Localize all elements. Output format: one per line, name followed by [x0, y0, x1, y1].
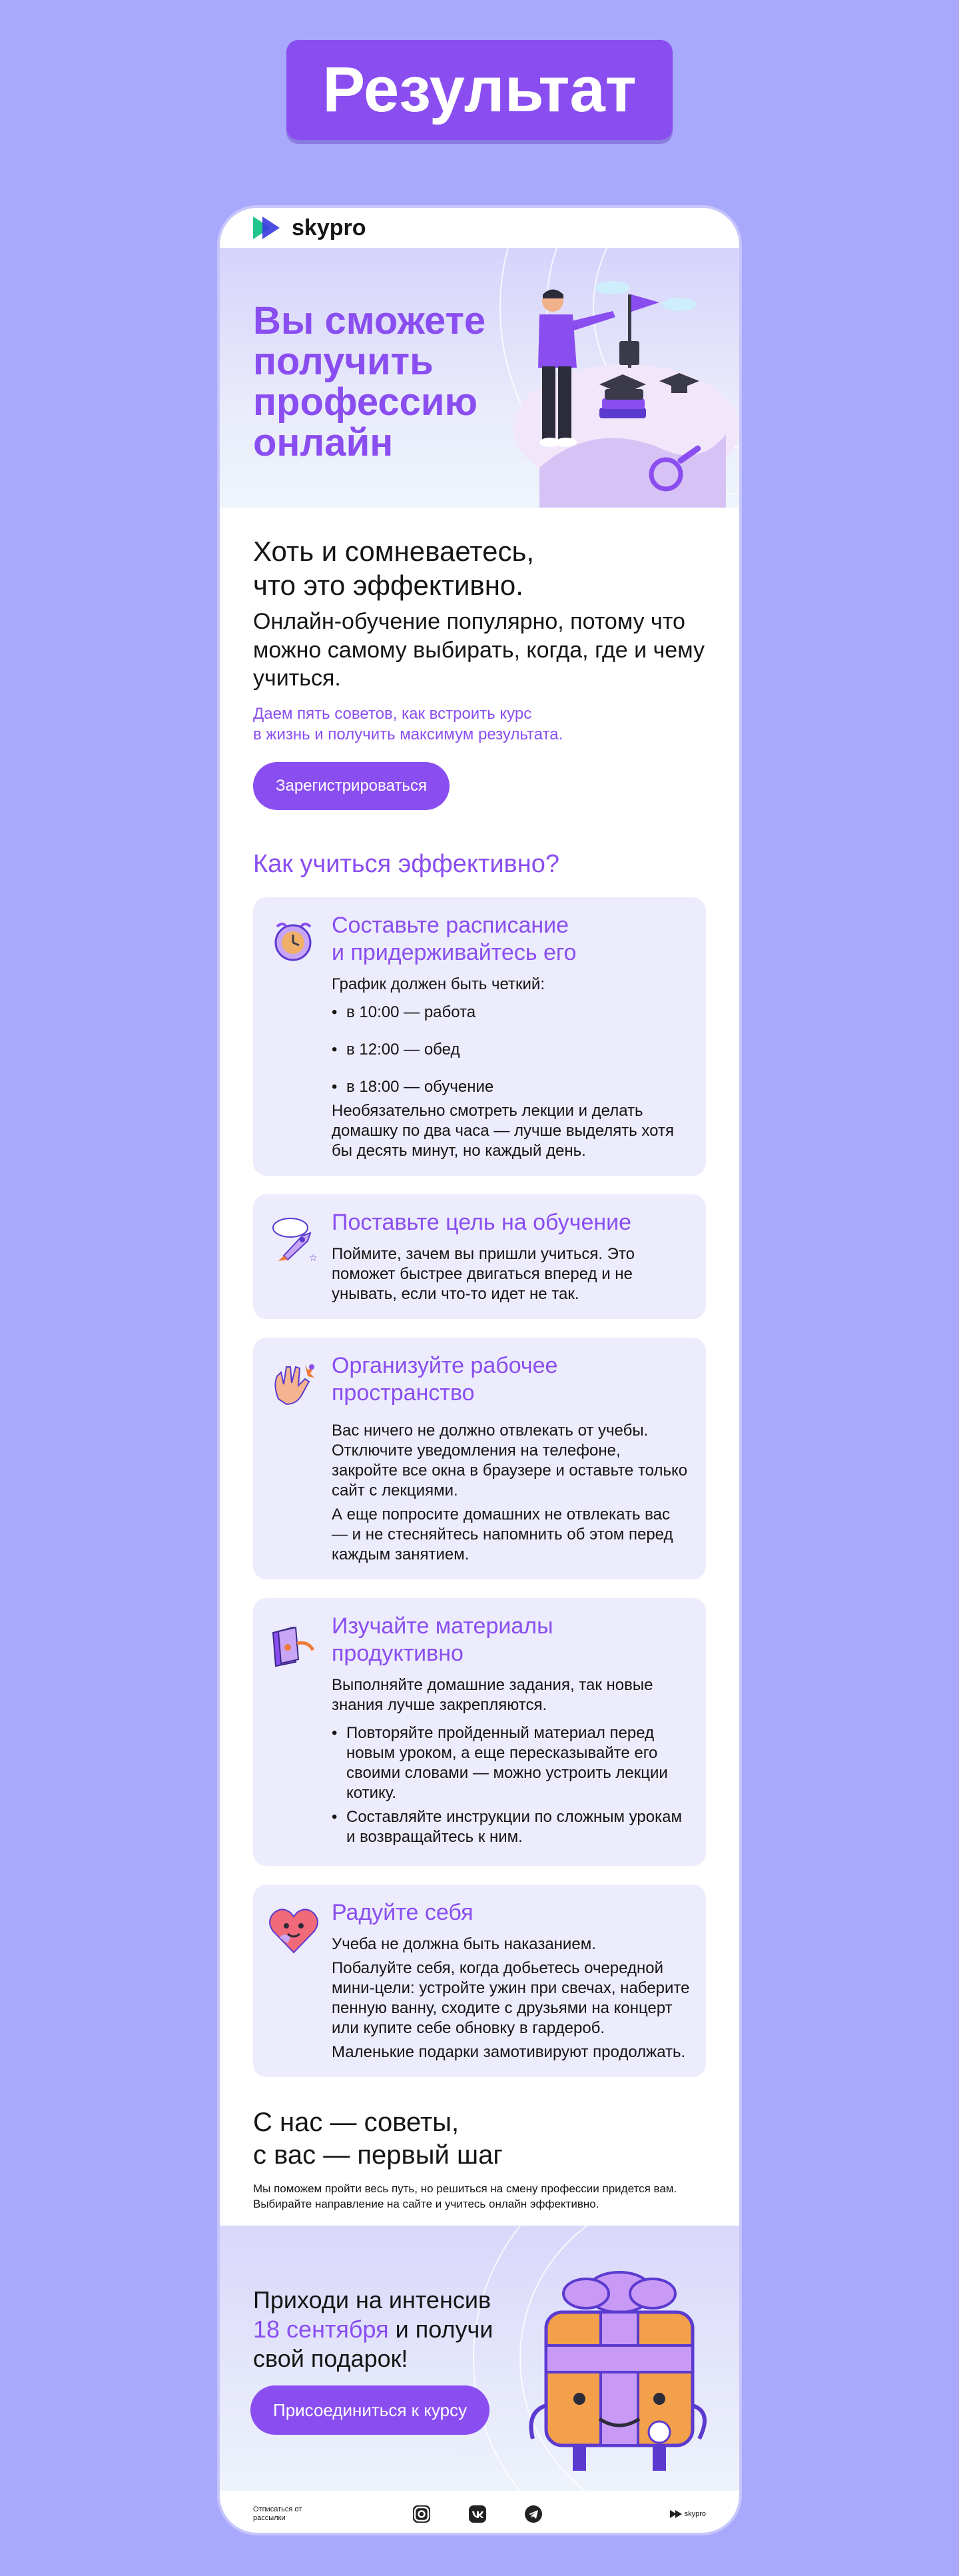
- tip-title: Составьте расписание и придерживайтесь его: [332, 913, 577, 966]
- hero-banner: [220, 248, 739, 508]
- intro-text: Онлайн-обучение популярно, потому что можно самому выбирать, когда, где и чему учиться.: [253, 609, 705, 691]
- tip-card-reward: [253, 1885, 706, 2077]
- hand-icon: [264, 1352, 324, 1412]
- intro-heading: Хоть и сомневаетесь, что это эффективно.: [253, 536, 534, 602]
- heart-icon: [264, 1899, 324, 1959]
- closing-heading: С нас — советы, с вас — первый шаг: [253, 2107, 503, 2170]
- tip-title: Радуйте себя: [332, 1899, 474, 1925]
- tip-card-materials: [253, 1598, 706, 1866]
- join-course-button[interactable]: Присоединиться к курсу: [250, 2385, 489, 2435]
- intro-section: [220, 508, 739, 810]
- closing-text: Мы поможем пройти весь путь, но решиться на смену профессии придется вам. Выбирайте направление на сайте и учитесь онлайн эффективно.: [253, 2182, 677, 2211]
- logo-icon: [675, 2510, 682, 2518]
- tip-title: Поставьте цель на обучение: [332, 1209, 632, 1235]
- list-item: • в 12:00 — обед: [332, 1040, 690, 1060]
- tip-card-schedule: [253, 897, 706, 1176]
- social-links: [413, 2505, 542, 2523]
- email-footer: [220, 2491, 739, 2533]
- gift-icon: [526, 2252, 713, 2479]
- tip-text: Маленькие подарки замотивируют продолжать.: [332, 2042, 686, 2061]
- tip-lead: Выполняйте домашние задания, так новые знания лучше закрепляются.: [332, 1675, 653, 1714]
- promo-banner: [220, 2226, 739, 2491]
- logo-text: skypro: [292, 215, 366, 240]
- intro-note: Даем пять советов, как встроить курс в жизнь и получить максимум результата.: [253, 704, 563, 744]
- tip-title: Изучайте материалы продуктивно: [332, 1613, 553, 1667]
- clock-icon: [264, 912, 324, 972]
- student-illustration-icon: [460, 248, 739, 508]
- result-badge: Результат: [286, 40, 673, 140]
- telegram-icon[interactable]: [525, 2505, 542, 2523]
- tip-text: А еще попросите домашних не отвлекать вас — и не стесняйтесь напомнить об этом перед каждым занятием.: [332, 1505, 673, 1564]
- list-item: • Составляйте инструкции по сложным урокам и возвращайтесь к ним.: [332, 1807, 690, 1847]
- tip-card-workspace: [253, 1338, 706, 1580]
- tip-card-goal: [253, 1194, 706, 1319]
- footer-logo[interactable]: skypro: [670, 2510, 706, 2518]
- email-preview: [220, 208, 739, 2533]
- promo-text: Приходи на интенсив 18 сентября и получи свой подарок!: [253, 2286, 493, 2372]
- tip-title: Организуйте рабочее пространство: [332, 1352, 558, 1406]
- book-icon: [264, 1613, 324, 1673]
- skypro-logo[interactable]: [253, 215, 366, 241]
- tip-text: Необязательно смотреть лекции и делать домашку по два часа — лучше выделять хотя бы десять минут, но каждый день.: [332, 1101, 674, 1160]
- instagram-icon[interactable]: [413, 2505, 430, 2523]
- closing-section: [220, 2106, 739, 2212]
- tip-text: Вас ничего не должно отвлекать от учебы. Отключите уведомления на телефоне, закройте все окна в браузере и оставьте только сайт с лекциями.: [332, 1422, 688, 1500]
- tip-text: Побалуйте себя, когда добьетесь очередной мини-цели: устройте ужин при свечах, наберите пенную ванну, сходите с друзьями на концерт или купите себе обновку в гардероб.: [332, 1958, 690, 2037]
- vk-icon[interactable]: [469, 2505, 486, 2523]
- list-item: • в 18:00 — обучение: [332, 1077, 690, 1097]
- logo-icon: [253, 216, 284, 239]
- register-button[interactable]: Зарегистрироваться: [253, 762, 450, 810]
- list-item: • в 10:00 — работа: [332, 1003, 690, 1023]
- hero-title: Вы сможете получить профессию онлайн: [253, 299, 486, 464]
- tip-text: Учеба не должна быть наказанием.: [332, 1934, 596, 1953]
- svg-text:☆: ☆: [309, 1252, 318, 1263]
- unsubscribe-link[interactable]: Отписаться от рассылки: [253, 2505, 302, 2523]
- email-header: [220, 208, 739, 248]
- promo-date: 18 сентября: [253, 2316, 389, 2344]
- materials-list: [332, 1723, 690, 1847]
- tips-list: [220, 897, 739, 2076]
- tip-text: Поймите, зачем вы пришли учиться. Это поможет быстрее двигаться вперед и не унывать, если что-то идет не так.: [332, 1244, 635, 1303]
- list-item: • Повторяйте пройденный материал перед новым уроком, а еще пересказывайте его своими словами — можно устроить лекции котику.: [332, 1723, 690, 1803]
- rocket-icon: [264, 1209, 324, 1269]
- tip-lead: График должен быть четкий:: [332, 975, 545, 993]
- tips-title: Как учиться эффективно?: [253, 850, 559, 879]
- schedule-list: [332, 1003, 690, 1097]
